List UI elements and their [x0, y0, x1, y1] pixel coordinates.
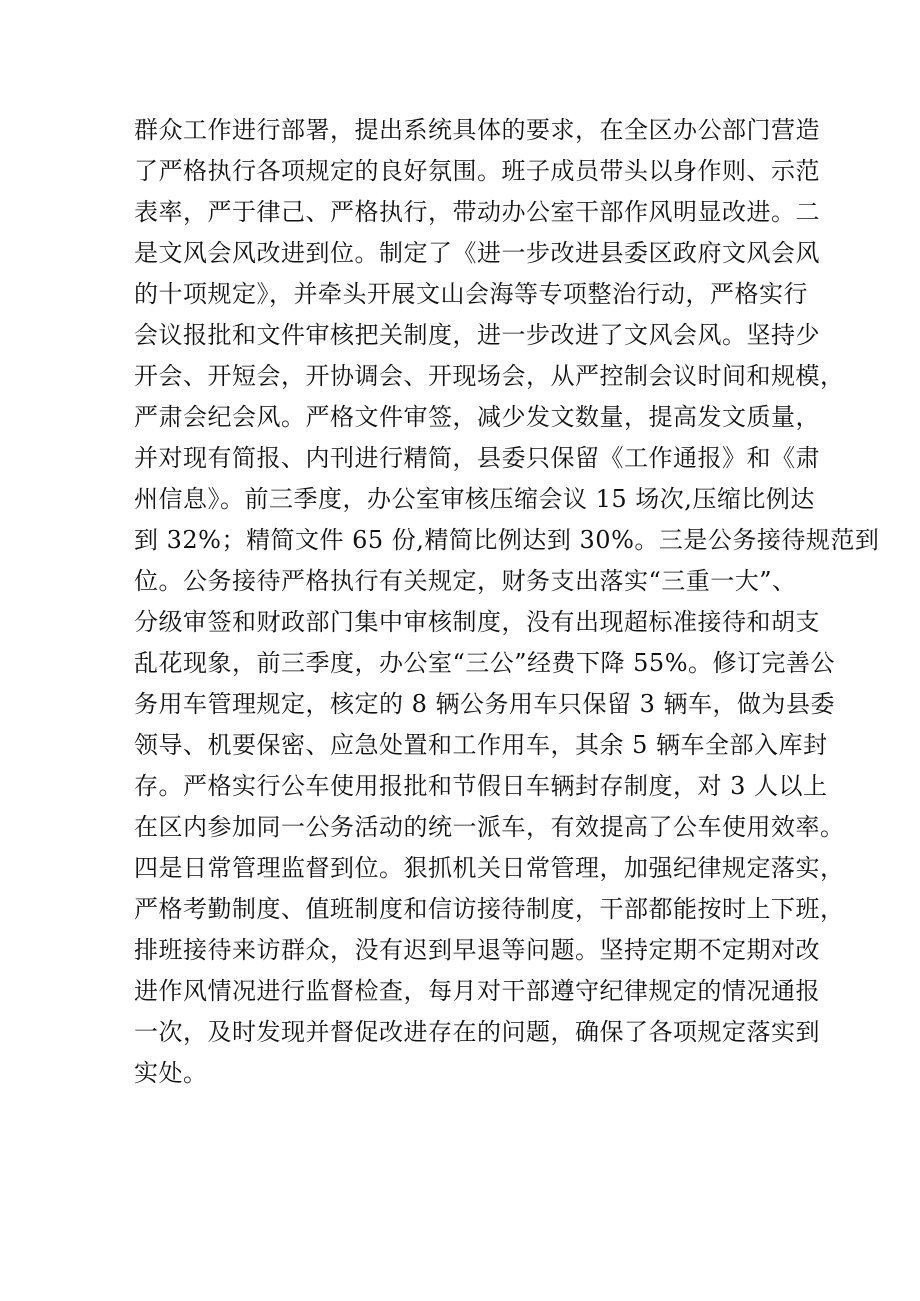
text-line: 务用车管理规定，核定的 8 辆公务用车只保留 3 辆车，做为县委 — [134, 690, 836, 718]
text-line: 州信息》。前三季度，办公室审核压缩会议 15 场次,压缩比例达 — [134, 485, 815, 513]
text-line: 是文风会风改进到位。制定了《进一步改进县委区政府文风会风 — [134, 239, 820, 267]
text-line: 乱花现象，前三季度，办公室“三公”经费下降 55%。修订完善公 — [134, 649, 836, 677]
text-line: 排班接待来访群众，没有迟到早退等问题。坚持定期不定期对改 — [134, 936, 820, 964]
text-line: 开会、开短会，开协调会、开现场会，从严控制会议时间和规模， — [134, 362, 845, 390]
text-line: 四是日常管理监督到位。狠抓机关日常管理，加强纪律规定落实， — [134, 854, 845, 882]
text-line: 在区内参加同一公务活动的统一派车，有效提高了公车使用效率。 — [134, 813, 845, 841]
text-line: 并对现有简报、内刊进行精简，县委只保留《工作通报》和《肃 — [134, 444, 820, 472]
text-line: 领导、机要保密、应急处置和工作用车，其余 5 辆车全部入库封 — [134, 731, 828, 759]
text-line: 一次，及时发现并督促改进存在的问题，确保了各项规定落实到 — [134, 1018, 820, 1046]
text-line: 实处。 — [134, 1059, 208, 1087]
text-line: 到 32%；精简文件 65 份,精简比例达到 30%。三是公务接待规范到 — [134, 526, 880, 554]
text-line: 严肃会纪会风。严格文件审签，减少发文数量，提高发文质量， — [134, 403, 820, 431]
text-line: 会议报批和文件审核把关制度，进一步改进了文风会风。坚持少 — [134, 321, 820, 349]
text-line: 群众工作进行部署，提出系统具体的要求，在全区办公部门营造 — [134, 116, 820, 144]
text-line: 严格考勤制度、值班制度和信访接待制度，干部都能按时上下班， — [134, 895, 845, 923]
text-line: 分级审签和财政部门集中审核制度，没有出现超标准接待和胡支 — [134, 608, 820, 636]
text-line: 表率，严于律己、严格执行，带动办公室干部作风明显改进。二 — [134, 198, 820, 226]
text-line: 的十项规定》，并牵头开展文山会海等专项整治行动，严格实行 — [134, 280, 808, 308]
text-line: 位。公务接待严格执行有关规定，财务支出落实“三重一大”、 — [134, 567, 797, 595]
text-line: 存。严格实行公车使用报批和节假日车辆封存制度，对 3 人以上 — [134, 772, 828, 800]
text-line: 了严格执行各项规定的良好氛围。班子成员带头以身作则、示范 — [134, 157, 820, 185]
text-line: 进作风情况进行监督检查，每月对干部遵守纪律规定的情况通报 — [134, 977, 820, 1005]
